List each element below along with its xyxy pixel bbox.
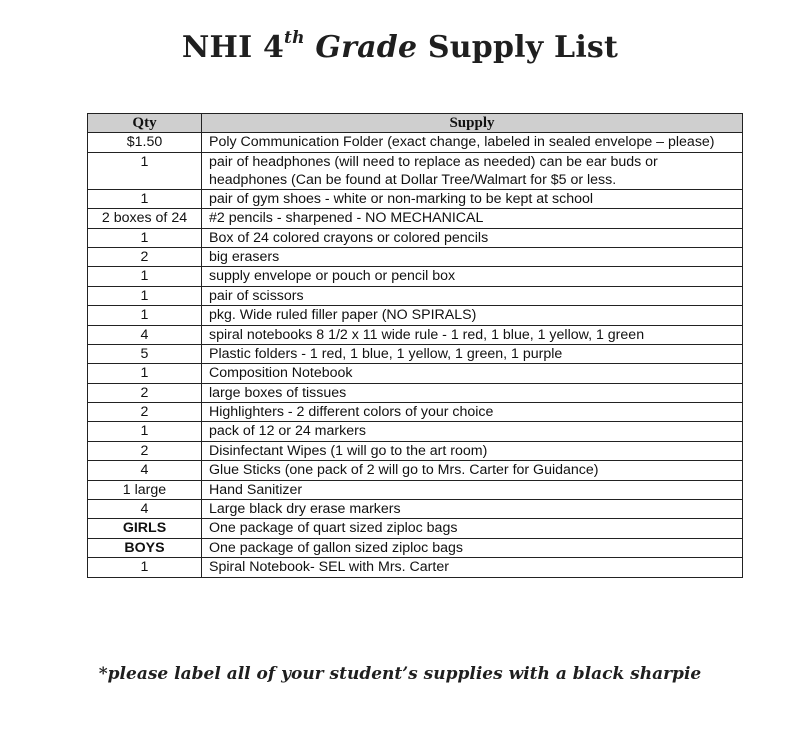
- table-row: [88, 306, 743, 325]
- supply-cell: pair of scissors: [202, 286, 743, 305]
- supply-cell: Box of 24 colored crayons or colored pencils: [202, 228, 743, 247]
- header-qty: Qty: [88, 114, 202, 133]
- supply-cell: pkg. Wide ruled filler paper (NO SPIRALS): [202, 306, 743, 325]
- supply-cell: large boxes of tissues: [202, 383, 743, 402]
- qty-cell: 1: [88, 189, 202, 208]
- supply-cell: big erasers: [202, 247, 743, 266]
- qty-cell: 1: [88, 152, 202, 189]
- supply-cell: #2 pencils - sharpened - NO MECHANICAL: [202, 209, 743, 228]
- qty-cell: 1: [88, 558, 202, 577]
- table-row: [88, 152, 743, 189]
- table-row: [88, 519, 743, 538]
- header-supply: Supply: [202, 114, 743, 133]
- qty-cell: 5: [88, 344, 202, 363]
- supply-cell: One package of gallon sized ziploc bags: [202, 538, 743, 557]
- page-title: [0, 30, 800, 65]
- table-row: [88, 228, 743, 247]
- supply-cell: Large black dry erase markers: [202, 500, 743, 519]
- supply-cell: pair of gym shoes - white or non-marking to be kept at school: [202, 189, 743, 208]
- supply-cell: spiral notebooks 8 1/2 x 11 wide rule - 1 red, 1 blue, 1 yellow, 1 green: [202, 325, 743, 344]
- qty-cell: 2: [88, 441, 202, 460]
- table-row: [88, 403, 743, 422]
- table-row: [88, 383, 743, 402]
- qty-cell: 1: [88, 267, 202, 286]
- qty-cell: 4: [88, 461, 202, 480]
- table-row: [88, 558, 743, 577]
- qty-cell: 2: [88, 383, 202, 402]
- qty-cell: 1: [88, 422, 202, 441]
- qty-cell: 1: [88, 364, 202, 383]
- supply-cell: Hand Sanitizer: [202, 480, 743, 499]
- qty-cell: 2 boxes of 24: [88, 209, 202, 228]
- table-row: [88, 189, 743, 208]
- title-prefix: NHI 4: [181, 30, 285, 65]
- supply-cell: supply envelope or pouch or pencil box: [202, 267, 743, 286]
- table-row: [88, 286, 743, 305]
- qty-cell: 4: [88, 325, 202, 344]
- table-row: [88, 500, 743, 519]
- qty-cell: 4: [88, 500, 202, 519]
- supply-cell: Disinfectant Wipes (1 will go to the art room): [202, 441, 743, 460]
- qty-cell: 2: [88, 403, 202, 422]
- table-row: [88, 422, 743, 441]
- supply-cell: Highlighters - 2 different colors of your choice: [202, 403, 743, 422]
- qty-cell: BOYS: [88, 538, 202, 557]
- qty-cell: 2: [88, 247, 202, 266]
- qty-cell: 1: [88, 228, 202, 247]
- supply-cell: One package of quart sized ziploc bags: [202, 519, 743, 538]
- supply-cell: Plastic folders - 1 red, 1 blue, 1 yellow, 1 green, 1 purple: [202, 344, 743, 363]
- table-row: [88, 461, 743, 480]
- supply-table: [87, 113, 743, 578]
- table-row: [88, 267, 743, 286]
- supply-cell: pack of 12 or 24 markers: [202, 422, 743, 441]
- footnote: *please label all of your student’s supplies with a black sharpie: [98, 664, 702, 684]
- qty-cell: GIRLS: [88, 519, 202, 538]
- table-row: [88, 209, 743, 228]
- table-row: [88, 480, 743, 499]
- table-row: [88, 364, 743, 383]
- supply-cell: Composition Notebook: [202, 364, 743, 383]
- supply-cell: Glue Sticks (one pack of 2 will go to Mrs. Carter for Guidance): [202, 461, 743, 480]
- supply-cell: Spiral Notebook- SEL with Mrs. Carter: [202, 558, 743, 577]
- table-row: [88, 441, 743, 460]
- table-row: [88, 344, 743, 363]
- table-row: [88, 133, 743, 152]
- title-superscript: th: [284, 28, 305, 48]
- qty-cell: $1.50: [88, 133, 202, 152]
- table-row: [88, 325, 743, 344]
- table-header-row: [88, 114, 743, 133]
- table-body: [88, 133, 743, 577]
- qty-cell: 1: [88, 306, 202, 325]
- qty-cell: 1 large: [88, 480, 202, 499]
- table-row: [88, 247, 743, 266]
- supply-cell: pair of headphones (will need to replace as needed) can be ear buds or headphones (Can be found at Dollar Tree/Walmart for $5 or less.: [202, 152, 743, 189]
- title-grade-word: Grade: [315, 30, 418, 65]
- qty-cell: 1: [88, 286, 202, 305]
- supply-cell: Poly Communication Folder (exact change, labeled in sealed envelope – please): [202, 133, 743, 152]
- table-row: [88, 538, 743, 557]
- title-suffix: Supply List: [427, 30, 619, 65]
